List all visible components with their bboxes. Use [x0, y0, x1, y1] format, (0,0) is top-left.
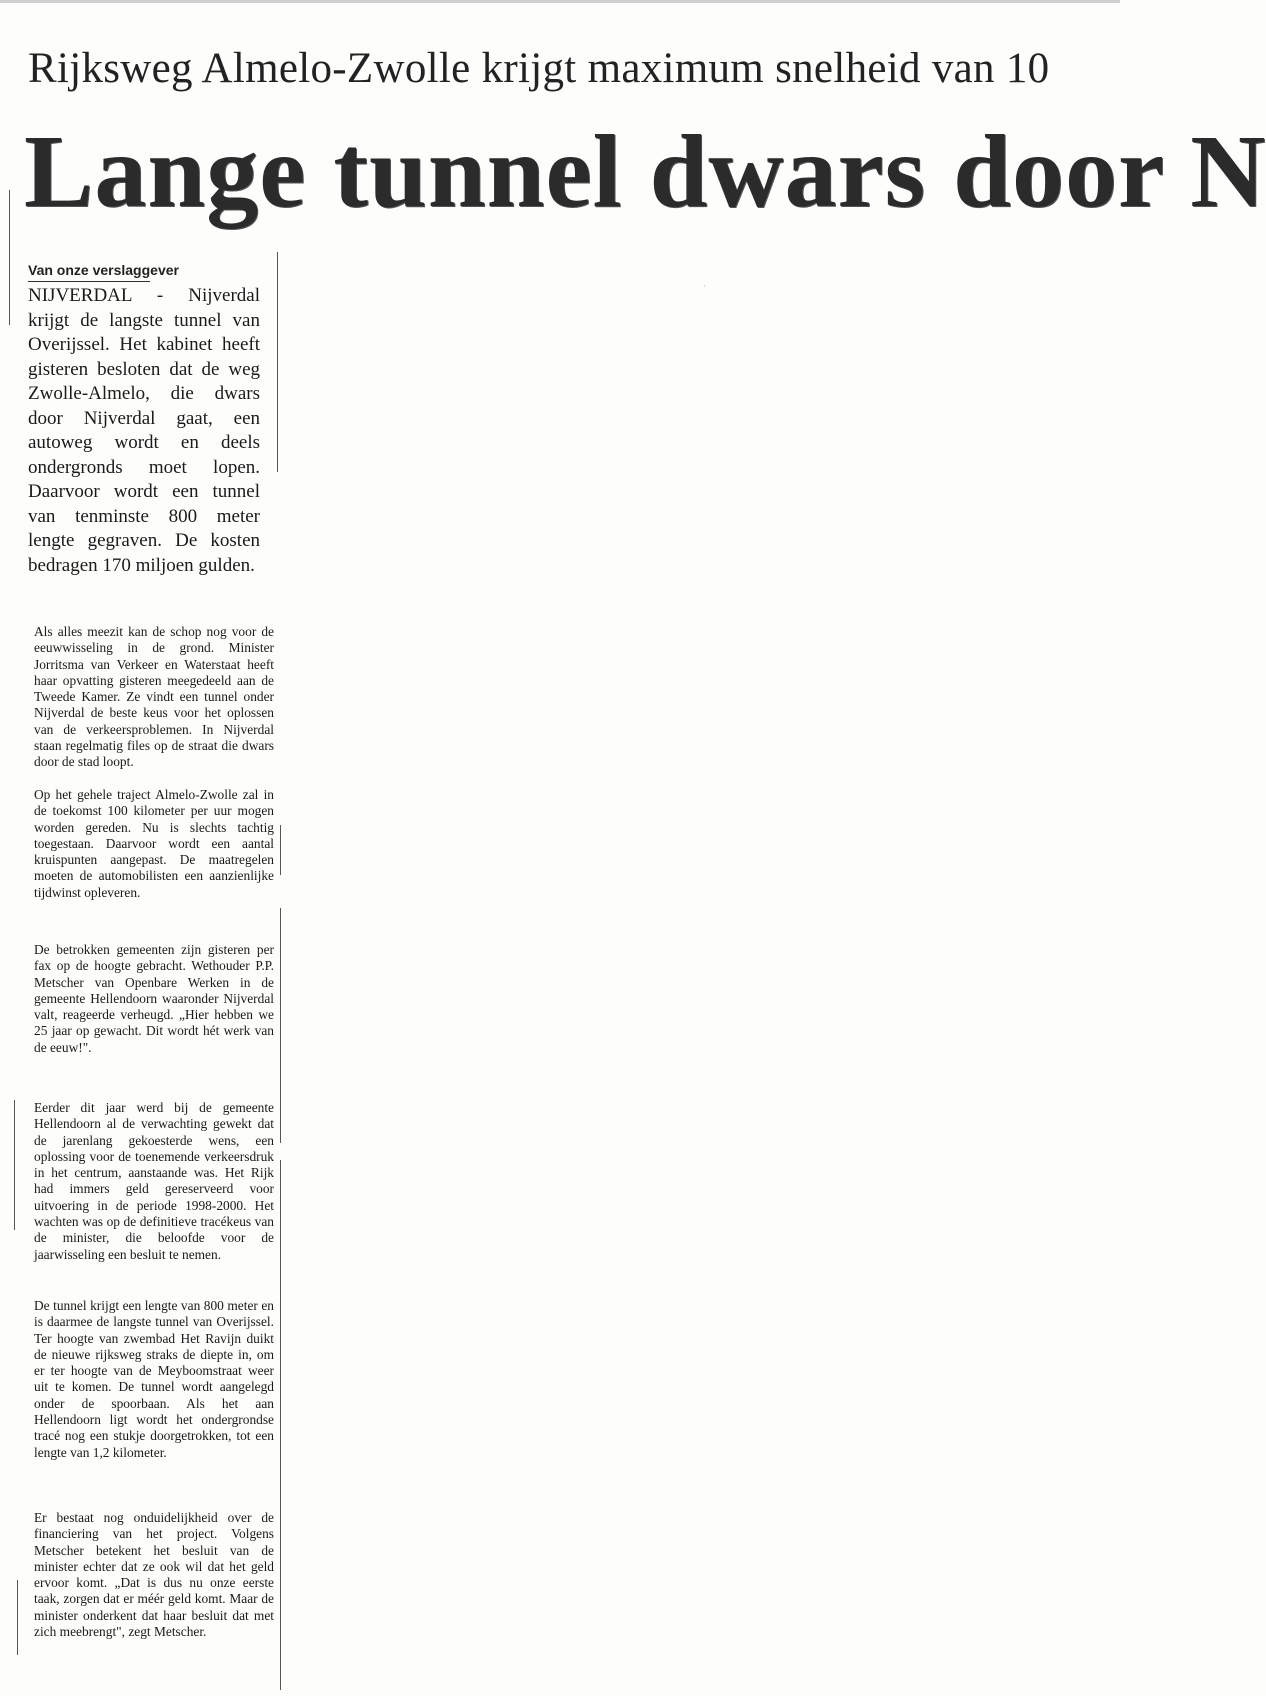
article-kicker: Rijksweg Almelo-Zwolle krijgt maximum snelheid van 10	[28, 45, 1050, 92]
left-margin-rule-3	[17, 1580, 18, 1655]
paragraph-text: De betrokken gemeenten zijn gisteren per fax op de hoogte gebracht. Wethouder P.P. Metscher van Openbare Werken in de gemeente Hellendoorn waaronder Nijverdal valt, reageerde verheugd. „Hier hebben we 25 jaar op gewacht. Dit wordt hét werk van de eeuw!".	[34, 942, 274, 1055]
article-byline: Van onze verslaggever	[28, 262, 179, 278]
article-headline: Lange tunnel dwars door N	[24, 114, 1266, 229]
article-paragraph	[34, 787, 274, 901]
article-lead: NIJVERDAL - Nijverdal krijgt de langste tunnel van Overijssel. Het kabinet heeft gisteren besloten dat de weg Zwolle-Almelo, die dwars door Nijverdal gaat, een autoweg wordt en deels ondergronds moet lopen. Daarvoor wordt een tunnel van tenminste 800 meter lengte gegraven. De kosten bedragen 170 miljoen gulden.	[28, 285, 260, 576]
article-paragraph	[34, 1510, 274, 1640]
paragraph-text: Als alles meezit kan de schop nog voor de eeuwwisseling in de grond. Minister Jorritsma van Verkeer en Waterstaat heeft haar opvatting gisteren meegedeeld aan de Tweede Kamer. Ze vindt een tunnel onder Nijverdal de beste keus voor het oplossen van de verkeersproblemen. In Nijverdal staan regelmatig files op de straat die dwars door de stad loopt.	[34, 624, 274, 770]
left-margin-rule-2	[14, 1100, 15, 1230]
byline-underline	[28, 281, 150, 282]
scan-top-edge	[0, 0, 1120, 3]
scan-speck: ·	[703, 282, 706, 291]
article-paragraph	[34, 624, 274, 771]
column-rule-3	[280, 1160, 281, 1690]
article-paragraph	[34, 942, 274, 1056]
column-rule-1	[280, 825, 281, 875]
article-paragraph	[34, 1298, 274, 1461]
lead-column-rule	[277, 252, 278, 472]
article-paragraph	[34, 1100, 274, 1263]
paragraph-text: Eerder dit jaar werd bij de gemeente Hellendoorn al de verwachting gewekt dat de jarenlang gekoesterde wens, een oplossing voor de toenemende verkeersdruk in het centrum, aanstaande was. Het Rijk had immers geld gereserveerd voor uitvoering in de periode 1998-2000. Het wachten was op de definitieve tracékeus van de minister, die beloofde voor de jaarwisseling een besluit te nemen.	[34, 1100, 274, 1262]
paragraph-text: Op het gehele traject Almelo-Zwolle zal in de toekomst 100 kilometer per uur mogen worden gereden. Nu is slechts tachtig toegestaan. Daarvoor wordt een aantal kruispunten aangepast. De maatregelen moeten de automobilisten een aanzienlijke tijdwinst opleveren.	[34, 787, 274, 900]
left-margin-rule	[9, 190, 10, 325]
paragraph-text: De tunnel krijgt een lengte van 800 meter en is daarmee de langste tunnel van Overijssel. Ter hoogte van zwembad Het Ravijn duikt de nieuwe rijksweg straks de diepte in, om er ter hoogte van de Meyboomstraat weer uit te komen. De tunnel wordt aangelegd onder de spoorbaan. Als het aan Hellendoorn ligt wordt het ondergrondse tracé nog een stukje doorgetrokken, tot een lengte van 1,2 kilometer.	[34, 1298, 274, 1460]
paragraph-text: Er bestaat nog onduidelijkheid over de financiering van het project. Volgens Metscher betekent het besluit van de minister echter dat ze ook wil dat het geld ervoor komt. „Dat is dus nu onze eerste taak, zorgen dat er méér geld komt. Maar de minister onderkent dat haar besluit dat met zich meebrengt", zegt Metscher.	[34, 1510, 274, 1640]
column-rule-2	[280, 908, 281, 1143]
